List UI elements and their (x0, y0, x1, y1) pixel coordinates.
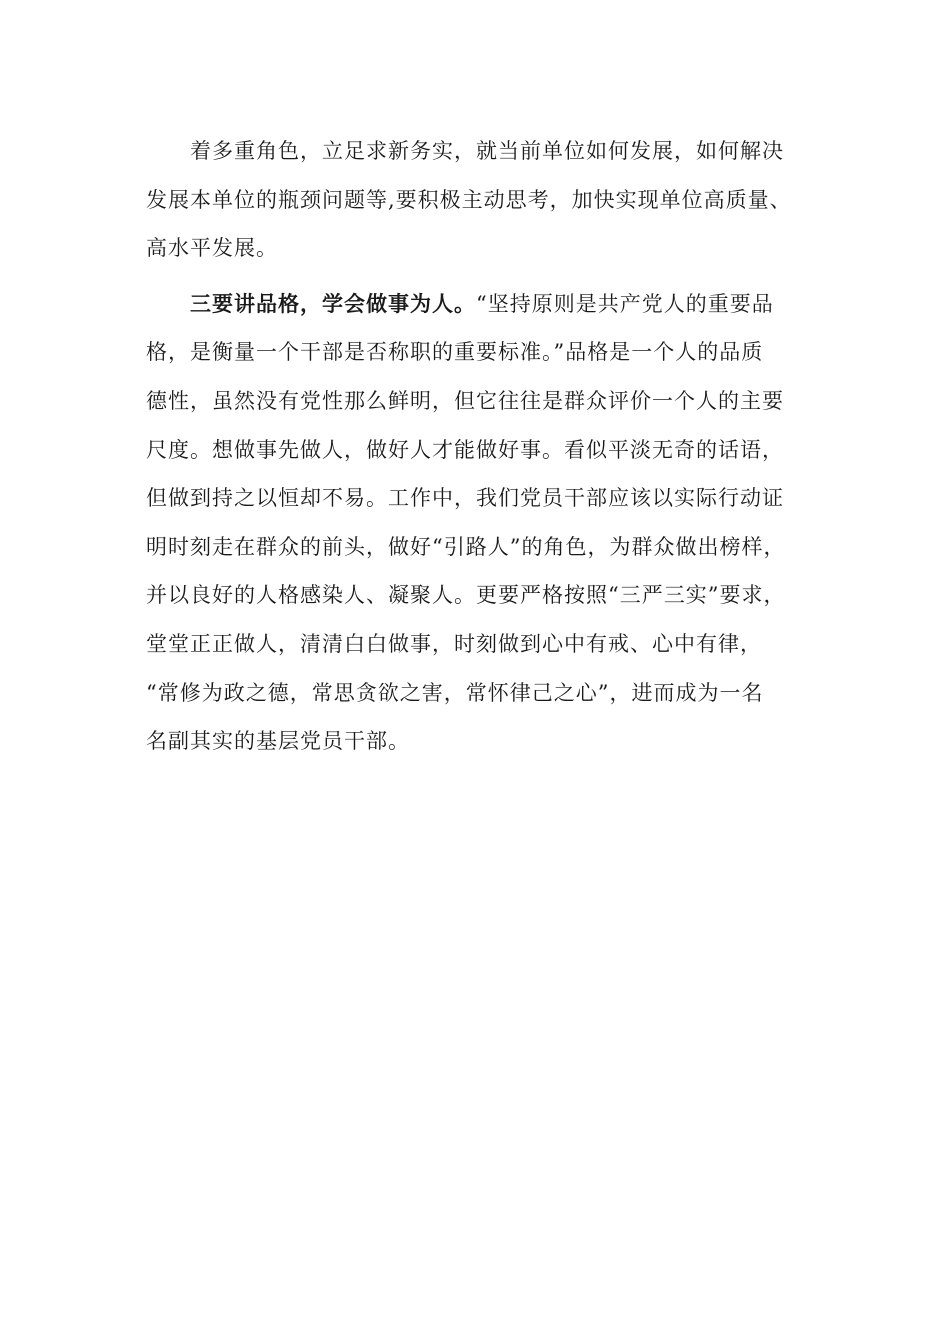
paragraph-line: “常修为政之德，常思贪欲之害，常怀律己之心”，进而成为一名 (146, 680, 764, 705)
paragraph-line: 德性，虽然没有党性那么鲜明，但它往往是群众评价一个人的主要 (146, 388, 784, 413)
document-body (146, 127, 806, 766)
paragraph-text: “坚持原则是共产党人的重要品 (476, 291, 774, 316)
paragraph-line: 格，是衡量一个干部是否称职的重要标准。”品格是一个人的品质 (146, 340, 764, 365)
paragraph-first-line (146, 280, 806, 329)
paragraph-line: 发展本单位的瓶颈问题等,要积极主动思考，加快实现单位高质量、 (146, 187, 792, 212)
paragraph-line: 但做到持之以恒却不易。工作中，我们党员干部应该以实际行动证 (146, 486, 784, 511)
paragraph-line: 并以良好的人格感染人、凝聚人。更要严格按照“三严三实”要求， (146, 583, 786, 608)
paragraph-line: 堂堂正正做人，清清白白做事，时刻做到心中有戒、心中有律， (146, 631, 762, 656)
paragraph-line: 高水平发展。 (146, 236, 278, 261)
section-heading: 三要讲品格，学会做事为人。 (190, 290, 476, 316)
paragraph-line: 尺度。想做事先做人，做好人才能做好事。看似平淡无奇的话语， (146, 437, 784, 462)
paragraph-line: 着多重角色，立足求新务实，就当前单位如何发展，如何解决 (190, 139, 784, 163)
paragraph-line: 明时刻走在群众的前头，做好“引路人”的角色，为群众做出榜样， (146, 534, 786, 559)
paragraph-2 (146, 280, 806, 766)
paragraph-1 (146, 127, 806, 273)
paragraph-line: 名副其实的基层党员干部。 (146, 729, 410, 754)
